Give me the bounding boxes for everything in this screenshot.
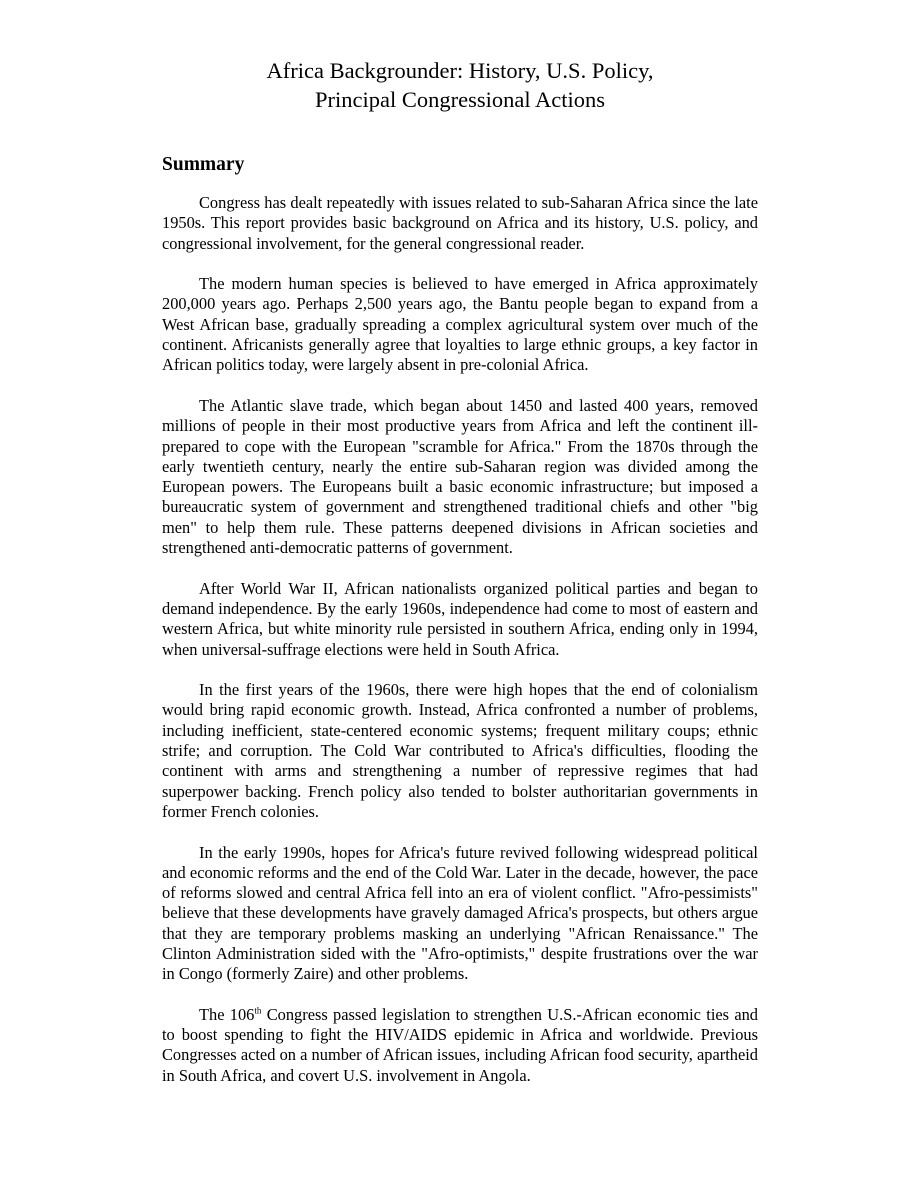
- document-title: [162, 56, 758, 114]
- document-page: [162, 56, 758, 1086]
- section-heading-summary: Summary: [162, 154, 245, 175]
- paragraph-last: [162, 1005, 758, 1086]
- paragraph-rest: Congress passed legislation to strengthen U.S.-African economic ties and to boost spending to fight the HIV/AIDS epidemic in Africa and worldwide. Previous Congresses acted on a number of African issues, including African food security, apartheid in South Africa, and covert U.S. involvement in Angola.: [162, 1004, 758, 1085]
- paragraph: Congress has dealt repeatedly with issues related to sub-Saharan Africa since the late 1950s. This report provides basic background on Africa and its history, U.S. policy, and congressional involvement, for the general congressional reader.: [162, 193, 758, 253]
- paragraph: After World War II, African nationalists organized political parties and began to demand independence. By the early 1960s, independence had come to most of eastern and western Africa, but white minority rule persisted in southern Africa, ending only in 1994, when universal-suffrage elections were held in South Africa.: [162, 578, 758, 659]
- ordinal-superscript: th: [254, 1005, 262, 1016]
- paragraph: In the early 1990s, hopes for Africa's future revived following widespread political and economic reforms and the end of the Cold War. Later in the decade, however, the pace of reforms slowed and central Africa fell into an era of violent conflict. "Afro-pessimists" believe that these developments have gravely damaged Africa's prospects, but others argue that they are temporary problems masking an underlying "African Renaissance." The Clinton Administration sided with the "Afro-optimists," despite frustrations over the war in Congo (formerly Zaire) and other problems.: [162, 842, 758, 984]
- paragraph-prefix: The 106: [199, 1004, 255, 1024]
- paragraph: In the first years of the 1960s, there were high hopes that the end of colonialism would bring rapid economic growth. Instead, Africa confronted a number of problems, including inefficient, state-centered economic systems; frequent military coups; ethnic strife; and corruption. The Cold War contributed to Africa's difficulties, flooding the continent with arms and strengthening a number of repressive regimes that had superpower backing. French policy also tended to bolster authoritarian governments in former French colonies.: [162, 680, 758, 821]
- title-line-2: Principal Congressional Actions: [315, 87, 605, 112]
- paragraph: The modern human species is believed to have emerged in Africa approximately 200,000 years ago. Perhaps 2,500 years ago, the Bantu people began to expand from a West African base, gradually spreading a complex agricultural system over much of the continent. Africanists generally agree that loyalties to large ethnic groups, a key factor in African politics today, were largely absent in pre-colonial Africa.: [162, 274, 758, 375]
- paragraph: The Atlantic slave trade, which began about 1450 and lasted 400 years, removed millions of people in their most productive years from Africa and left the continent ill-prepared to cope with the European "scramble for Africa." From the 1870s through the early twentieth century, nearly the entire sub-Saharan region was divided among the European powers. The Europeans built a basic economic infrastructure; but imposed a bureaucratic system of government and strengthened traditional chiefs and other "big men" to help them rule. These patterns deepened divisions in African societies and strengthened anti-democratic patterns of government.: [162, 395, 758, 558]
- title-line-1: Africa Backgrounder: History, U.S. Policy,: [266, 58, 654, 83]
